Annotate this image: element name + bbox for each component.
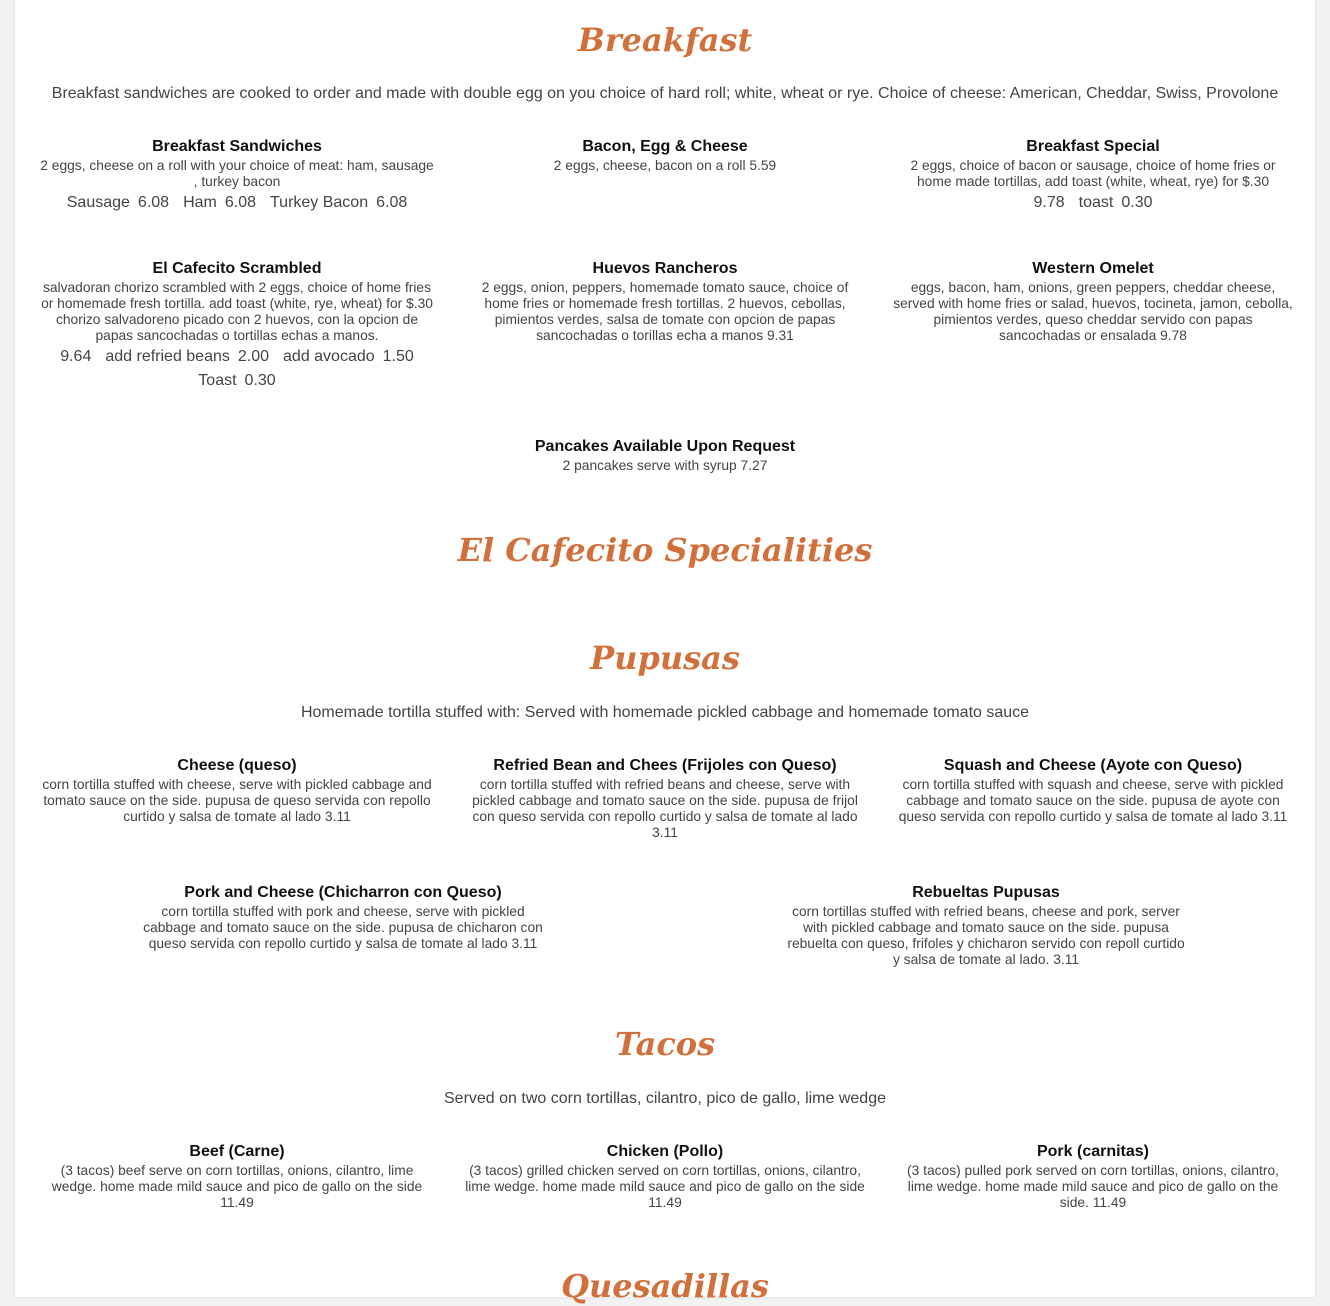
- tacos-intro: Served on two corn tortillas, cilantro, pico de gallo, lime wedge: [444, 1090, 886, 1107]
- item-description: salvadoran chorizo scrambled with 2 eggs, choice of home fries or homemade fresh tortilla. add toast (white, rye, wheat) for $.30 chorizo salvadoreno picado con 2 huevos, con la opcion de papas sancochadas o tortillas echas a manos.: [41, 280, 433, 343]
- item-name: Squash and Cheese (Ayote con Queso): [943, 757, 1243, 774]
- item-name: Refried Bean and Chees (Frijoles con Queso): [493, 757, 837, 774]
- price-sausage: Sausage 6.08: [66, 194, 170, 211]
- item-name: Rebueltas Pupusas: [912, 884, 1060, 901]
- pupusas-title: Pupusas: [590, 639, 740, 677]
- menu-item-pork-tacos: [893, 1142, 1293, 1211]
- price-add-avocado: add avocado 1.50: [283, 348, 414, 365]
- item-name: Pork (carnitas): [1036, 1143, 1150, 1160]
- item-name: Breakfast Special: [1026, 138, 1160, 155]
- tacos-title: Tacos: [614, 1025, 716, 1063]
- item-description: corn tortilla stuffed with refried beans and cheese, serve with pickled cabbage and tomato sauce on the side. pupusa de frijol con queso servida con repollo curtido y salsa de tomate al lado 3.11: [472, 777, 858, 840]
- menu-item-huevos-rancheros: [465, 259, 865, 344]
- item-description: 2 eggs, onion, peppers, homemade tomato sauce, choice of home fries or homemade fresh tortillas. 2 huevos, cebollas, pimientos verdes, salsa de tomate con opcion de papas sancochadas o torillas echa a manos 9.31: [481, 280, 849, 343]
- menu-item-pork-cheese-pupusa: [143, 883, 543, 952]
- menu-item-bean-cheese-pupusa: [465, 756, 865, 841]
- item-name: Pork and Cheese (Chicharron con Queso): [184, 884, 502, 901]
- item-name: Pancakes Available Upon Request: [534, 438, 796, 455]
- menu-item-beef-tacos: [37, 1142, 437, 1211]
- menu-page: [15, 0, 1315, 1305]
- item-description: 2 eggs, cheese on a roll with your choice of meat: ham, sausage , turkey bacon: [40, 158, 434, 189]
- price-toast: Toast 0.30: [198, 372, 276, 389]
- price-add-refried-beans: add refried beans 2.00: [105, 348, 270, 365]
- item-description: (3 tacos) pulled pork served on corn tortillas, onions, cilantro, lime wedge. home made mild sauce and pico de gallo on the side. 11.49: [907, 1163, 1279, 1210]
- item-name: Bacon, Egg & Cheese: [582, 138, 748, 155]
- item-description: 2 pancakes serve with syrup 7.27: [562, 458, 768, 473]
- menu-item-breakfast-special: [893, 137, 1293, 215]
- item-description: 2 eggs, choice of bacon or sausage, choice of home fries or home made tortillas, add toast (white, wheat, rye) for $.30: [910, 158, 1276, 189]
- item-name: El Cafecito Scrambled: [152, 260, 322, 277]
- breakfast-title: Breakfast: [577, 21, 753, 59]
- menu-item-bacon-egg-cheese: [465, 137, 865, 174]
- item-description: corn tortilla stuffed with squash and cheese, serve with pickled cabbage and tomato sauce on the side. pupusa de ayote con queso servida con repollo curtido y salsa de tomate al lado 3.11: [898, 777, 1288, 824]
- menu-item-breakfast-sandwiches: [37, 137, 437, 215]
- item-description: 2 eggs, cheese, bacon on a roll 5.59: [553, 158, 777, 173]
- pupusas-intro: Homemade tortilla stuffed with: Served with homemade pickled cabbage and homemade tomato sauce: [300, 704, 1030, 721]
- menu-item-chicken-tacos: [465, 1142, 865, 1211]
- item-name: Chicken (Pollo): [606, 1143, 724, 1160]
- item-prices: [37, 191, 437, 215]
- price-toast: toast 0.30: [1078, 194, 1153, 211]
- item-name: Breakfast Sandwiches: [152, 138, 322, 155]
- menu-item-cheese-pupusa: [37, 756, 437, 825]
- menu-item-pancakes: [465, 437, 865, 474]
- menu-item-el-cafecito-scrambled: [37, 259, 437, 393]
- item-description: corn tortillas stuffed with refried beans, cheese and pork, server with pickled cabbage and tomato sauce on the side. pupusa rebuelta con queso, frifoles y chicharon servido con repoll curtido y salsa de tomate al lado. 3.11: [787, 904, 1185, 967]
- item-description: eggs, bacon, ham, onions, green peppers, cheddar cheese, served with home fries or salad, huevos, tocineta, jamon, cebolla, pimientos verdes, queso cheddar servido con papas sancochadas or ensalada 9.78: [893, 280, 1293, 343]
- item-description: (3 tacos) beef serve on corn tortillas, onions, cilantro, lime wedge. home made mild sauce and pico de gallo on the side 11.49: [51, 1163, 423, 1210]
- price-turkey-bacon: Turkey Bacon 6.08: [269, 194, 408, 211]
- price-base: 9.64: [60, 348, 92, 365]
- price-base: 9.78: [1033, 194, 1065, 211]
- item-name: Beef (Carne): [189, 1143, 285, 1160]
- item-description: (3 tacos) grilled chicken served on corn tortillas, onions, cilantro, lime wedge. home made mild sauce and pico de gallo on the side 11.49: [465, 1163, 865, 1210]
- item-name: Huevos Rancheros: [592, 260, 738, 277]
- menu-item-squash-cheese-pupusa: [893, 756, 1293, 825]
- quesadillas-title: Quesadillas: [561, 1267, 769, 1305]
- item-prices: [37, 345, 437, 393]
- item-name: Western Omelet: [1032, 260, 1154, 277]
- item-description: corn tortilla stuffed with cheese, serve with pickled cabbage and tomato sauce on the side. pupusa de queso servida con repollo curtido y salsa de tomate al lado 3.11: [42, 777, 432, 824]
- specialities-title: El Cafecito Specialities: [457, 531, 873, 569]
- item-name: Cheese (queso): [177, 757, 297, 774]
- menu-item-western-omelet: [893, 259, 1293, 344]
- item-prices: [893, 191, 1293, 215]
- price-ham: Ham 6.08: [183, 194, 256, 211]
- menu-item-rebueltas-pupusas: [786, 883, 1186, 968]
- item-description: corn tortilla stuffed with pork and cheese, serve with pickled cabbage and tomato sauce on the side. pupusa de chicharon con queso servida con repollo curtido y salsa de tomate al lado 3.11: [143, 904, 543, 951]
- breakfast-intro: Breakfast sandwiches are cooked to order and made with double egg on you choice of hard roll; white, wheat or rye. Choice of cheese: American, Cheddar, Swiss, Provolone: [51, 85, 1279, 102]
